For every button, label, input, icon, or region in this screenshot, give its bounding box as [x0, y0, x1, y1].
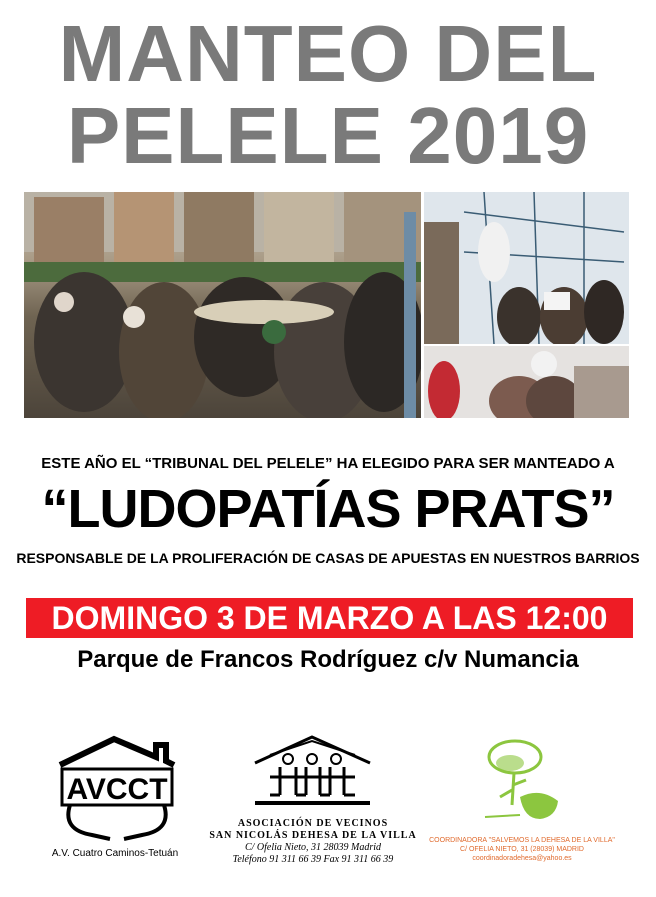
date-banner: DOMINGO 3 DE MARZO A LAS 12:00	[26, 598, 633, 638]
tree-logo	[480, 735, 565, 830]
svg-text:AVCCT: AVCCT	[66, 773, 168, 806]
intro-text: ESTE AÑO EL “TRIBUNAL DEL PELELE” HA ELEGIDO PARA SER MANTEADO A	[41, 455, 615, 472]
asociacion-line3: C/ Ofelia Nieto, 31 28039 Madrid	[244, 842, 382, 853]
asociacion-line2: SAN NICOLÁS DEHESA DE LA VILLA	[209, 830, 417, 841]
poster-title-line1: MANTEO DEL	[58, 9, 598, 98]
crowd-photo	[24, 192, 421, 418]
avcct-caption: A.V. Cuatro Caminos-Tetuán	[51, 848, 179, 859]
subtitle-text: RESPONSABLE DE LA PROLIFERACIÓN DE CASAS DE APUESTAS EN NUESTROS BARRIOS	[16, 550, 640, 566]
poster-title-line2: PELELE 2019	[66, 91, 590, 180]
coordinadora-text	[427, 836, 617, 863]
asociacion-logo	[250, 733, 375, 809]
asociacion-line1: ASOCIACIÓN DE VECINOS	[237, 818, 389, 829]
avcct-logo	[52, 735, 182, 845]
pelele-photo	[424, 192, 629, 344]
asociacion-text	[208, 818, 418, 866]
coordinadora-email: coordinadoradehesa@yahoo.es	[472, 855, 572, 862]
target-name: “LUDOPATÍAS PRATS”	[41, 479, 615, 539]
coordinadora-line2: C/ OFELIA NIETO, 31 (28039) MADRID	[460, 846, 584, 853]
asociacion-line4: Teléfono 91 311 66 39 Fax 91 311 66 39	[232, 854, 394, 865]
coordinadora-line1: COORDINADORA "SALVEMOS LA DEHESA DE LA VILLA"	[429, 837, 615, 844]
location-text: Parque de Francos Rodríguez c/v Numancia	[77, 646, 579, 673]
children-photo	[424, 346, 629, 418]
